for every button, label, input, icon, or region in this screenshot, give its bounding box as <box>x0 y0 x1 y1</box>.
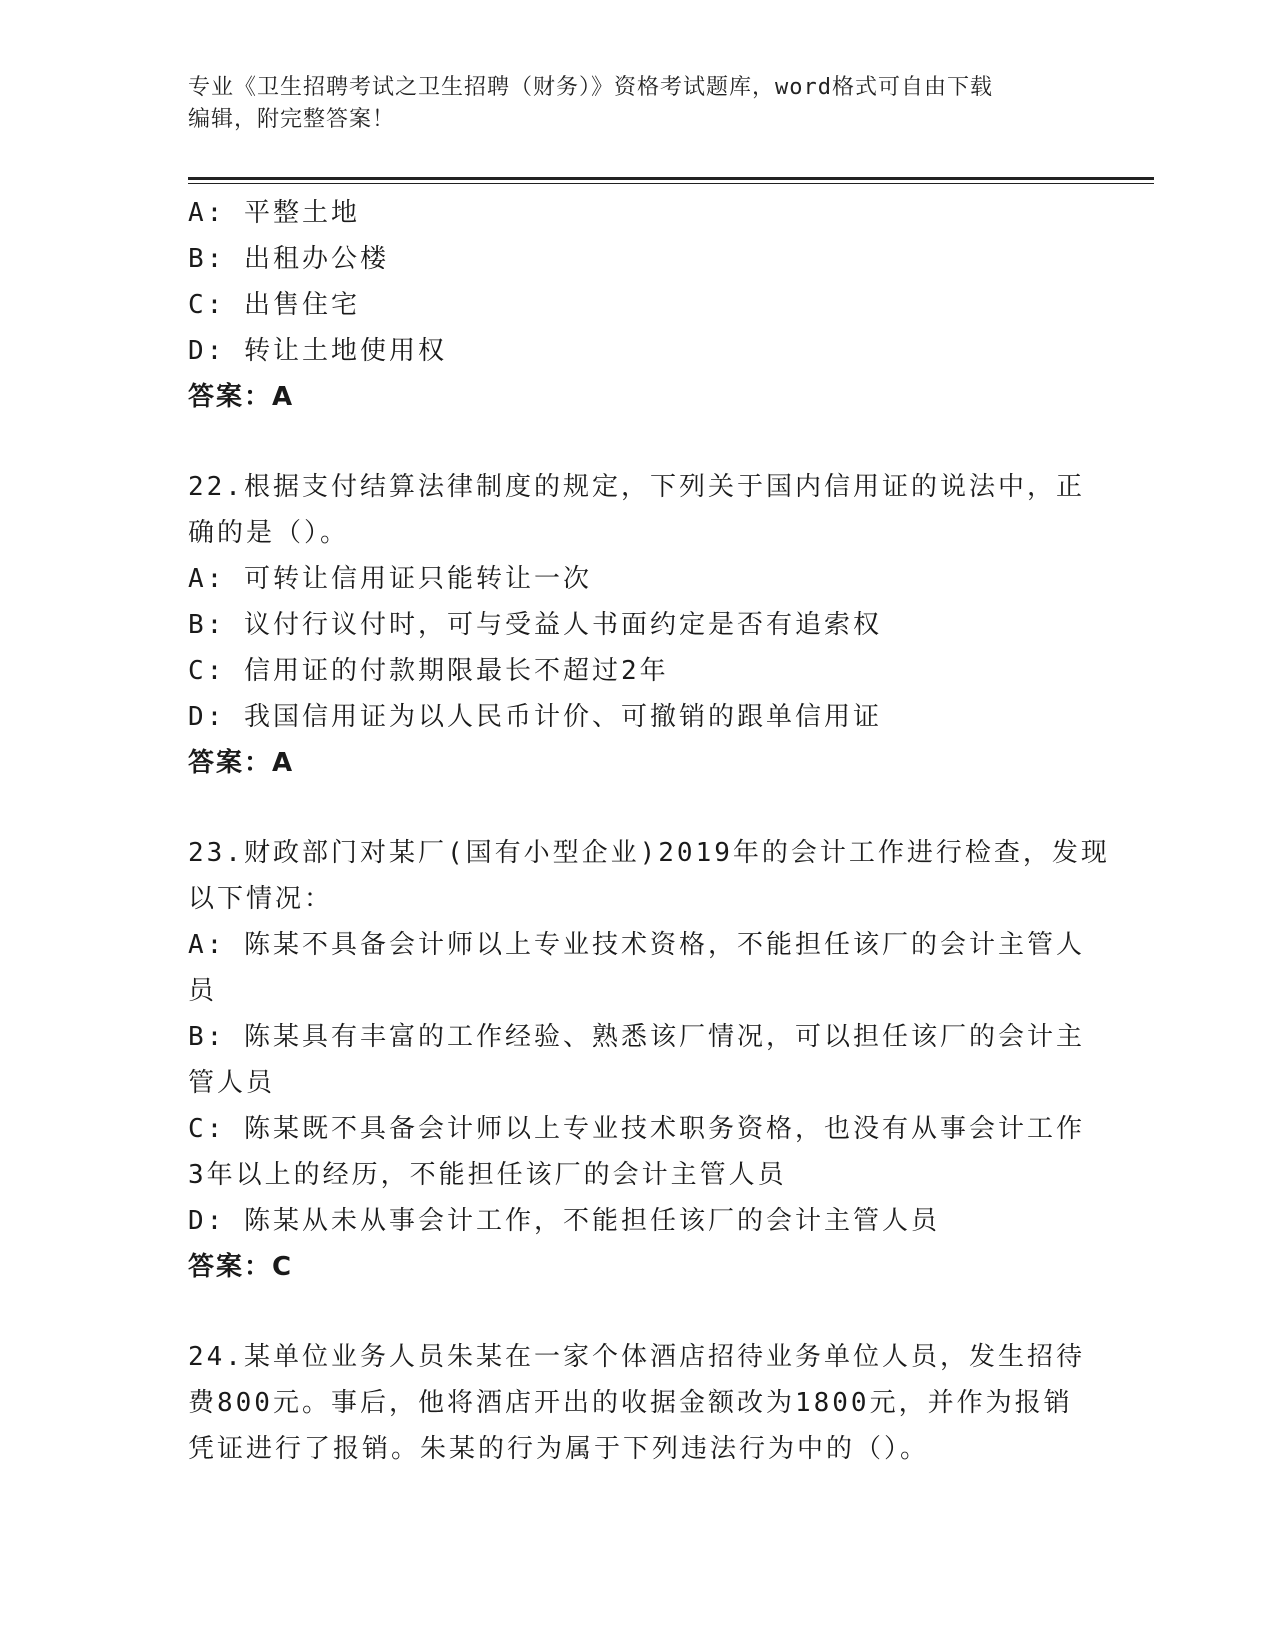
header-line-2: 编辑，附完整答案！ <box>188 107 396 132</box>
header-divider-thick <box>188 177 1154 180</box>
question-stem-line-1: 22.根据支付结算法律制度的规定，下列关于国内信用证的说法中，正 <box>188 472 1085 502</box>
header-line-1: 专业《卫生招聘考试之卫生招聘（财务）》资格考试题库，word格式可自由下载 <box>188 75 993 100</box>
option-c-line-2: 3年以上的经历，不能担任该厂的会计主管人员 <box>188 1160 787 1190</box>
document-header <box>188 72 1088 136</box>
question-stem-line-1: 24.某单位业务人员朱某在一家个体酒店招待业务单位人员，发生招待 <box>188 1342 1085 1372</box>
option-a-line-1: A: 陈某不具备会计师以上专业技术资格，不能担任该厂的会计主管人 <box>188 930 1085 960</box>
question-23 <box>188 830 1110 1290</box>
question-22 <box>188 464 1085 786</box>
option-a-line-2: 员 <box>188 976 218 1006</box>
option-d: D: 转让土地使用权 <box>188 336 447 366</box>
option-b: B: 出租办公楼 <box>188 244 389 274</box>
option-d: D: 我国信用证为以人民币计价、可撤销的跟单信用证 <box>188 702 882 732</box>
option-b-line-1: B: 陈某具有丰富的工作经验、熟悉该厂情况，可以担任该厂的会计主 <box>188 1022 1085 1052</box>
question-stem-line-1: 23.财政部门对某厂(国有小型企业)2019年的会计工作进行检查，发现 <box>188 838 1110 868</box>
option-b-line-2: 管人员 <box>188 1068 276 1098</box>
option-b: B: 议付行议付时，可与受益人书面约定是否有追索权 <box>188 610 882 640</box>
option-c: C: 出售住宅 <box>188 290 360 320</box>
question-stem-line-2: 以下情况： <box>188 884 334 914</box>
question-stem-line-2: 确的是（）。 <box>188 518 350 548</box>
question-list <box>188 190 1110 1472</box>
option-d: D: 陈某从未从事会计工作，不能担任该厂的会计主管人员 <box>188 1206 940 1236</box>
option-a: A: 可转让信用证只能转让一次 <box>188 564 592 594</box>
answer-label: 答案：A <box>188 748 295 778</box>
option-c-line-1: C: 陈某既不具备会计师以上专业技术职务资格，也没有从事会计工作 <box>188 1114 1085 1144</box>
question-21 <box>188 190 1068 420</box>
question-stem-line-2: 费800元。事后，他将酒店开出的收据金额改为1800元，并作为报销 <box>188 1388 1073 1418</box>
question-stem-line-3: 凭证进行了报销。朱某的行为属于下列违法行为中的（）。 <box>188 1434 930 1464</box>
option-a: A: 平整土地 <box>188 198 360 228</box>
option-c: C: 信用证的付款期限最长不超过2年 <box>188 656 669 686</box>
answer-label: 答案：C <box>188 1252 294 1282</box>
header-divider-thin <box>188 183 1154 184</box>
question-24 <box>188 1334 1085 1472</box>
answer-label: 答案：A <box>188 382 295 412</box>
